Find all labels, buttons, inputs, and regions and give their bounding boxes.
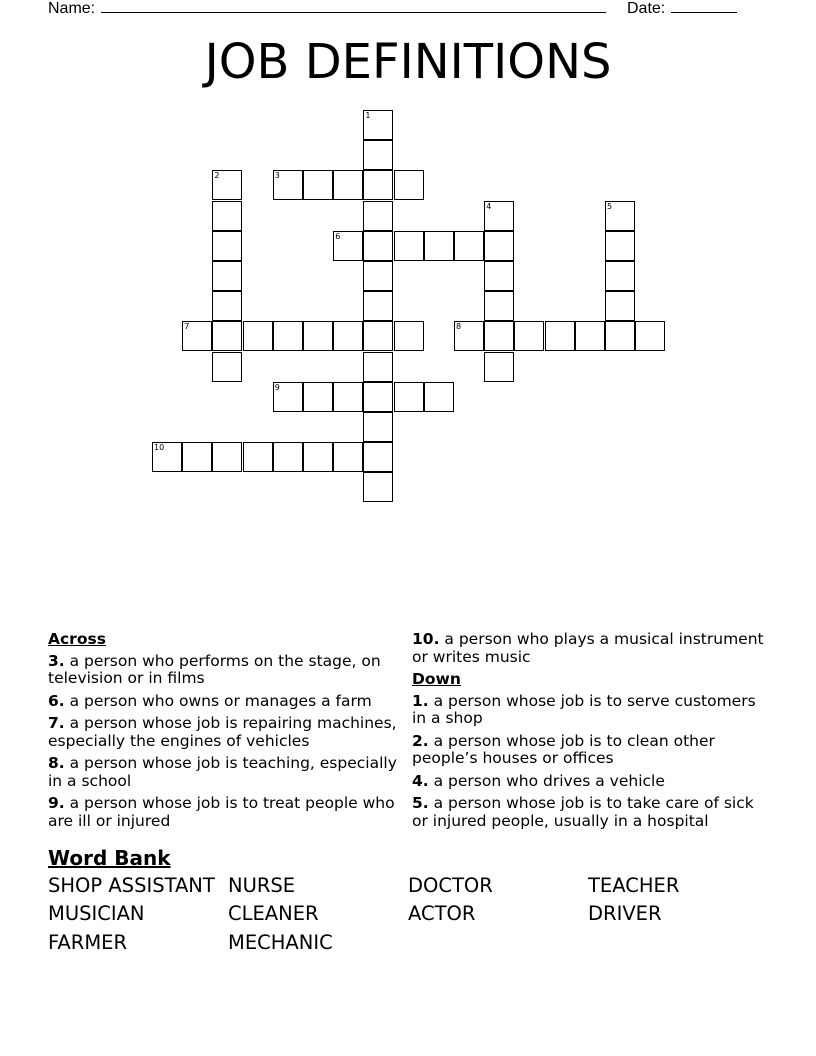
name-label: Name: bbox=[48, 0, 96, 17]
grid-cell[interactable] bbox=[484, 201, 514, 231]
grid-cell[interactable] bbox=[484, 261, 514, 291]
clue-number-label: 3. bbox=[48, 651, 65, 670]
grid-cell[interactable] bbox=[363, 110, 393, 140]
grid-cell[interactable] bbox=[273, 170, 303, 200]
word-bank-item: DRIVER bbox=[588, 902, 662, 925]
grid-cell[interactable] bbox=[273, 442, 303, 472]
grid-cell[interactable] bbox=[363, 291, 393, 321]
grid-cell[interactable] bbox=[182, 442, 212, 472]
grid-cell[interactable] bbox=[212, 170, 242, 200]
grid-cell[interactable] bbox=[212, 201, 242, 231]
crossword-grid bbox=[0, 0, 816, 520]
grid-cell[interactable] bbox=[484, 231, 514, 261]
clue-text: a person whose job is teaching, especially in a school bbox=[48, 754, 397, 790]
clue-item bbox=[48, 715, 408, 750]
grid-cell[interactable] bbox=[182, 321, 212, 351]
page-title: JOB DEFINITIONS bbox=[204, 34, 612, 90]
clue-item bbox=[412, 773, 772, 791]
grid-cell[interactable] bbox=[575, 321, 605, 351]
grid-cell[interactable] bbox=[545, 321, 575, 351]
clue-number: 4 bbox=[486, 201, 492, 211]
grid-cell[interactable] bbox=[605, 321, 635, 351]
clue-text: a person whose job is repairing machines, especially the engines of vehicles bbox=[48, 714, 397, 750]
word-bank-item: TEACHER bbox=[588, 874, 680, 897]
word-bank-heading: Word Bank bbox=[48, 846, 171, 870]
grid-cell[interactable] bbox=[605, 201, 635, 231]
word-bank-item: DOCTOR bbox=[408, 874, 493, 897]
grid-cell[interactable] bbox=[363, 472, 393, 502]
grid-cell[interactable] bbox=[363, 140, 393, 170]
grid-cell[interactable] bbox=[303, 170, 333, 200]
across-clue-list bbox=[48, 653, 408, 831]
grid-cell[interactable] bbox=[605, 231, 635, 261]
grid-cell[interactable] bbox=[243, 321, 273, 351]
clue-number-label: 2. bbox=[412, 731, 429, 750]
clue-item bbox=[412, 795, 772, 830]
grid-cell[interactable] bbox=[394, 231, 424, 261]
grid-cell[interactable] bbox=[424, 382, 454, 412]
clue-text: a person who plays a musical instrument or writes music bbox=[412, 630, 764, 666]
clue-number-label: 6. bbox=[48, 691, 65, 710]
word-bank-item: CLEANER bbox=[228, 902, 319, 925]
grid-cell[interactable] bbox=[212, 321, 242, 351]
grid-cell[interactable] bbox=[212, 261, 242, 291]
word-bank-item: FARMER bbox=[48, 931, 128, 954]
grid-cell[interactable] bbox=[363, 442, 393, 472]
clue-number: 1 bbox=[365, 111, 371, 120]
clues-left-column bbox=[48, 631, 408, 835]
grid-cell[interactable] bbox=[212, 352, 242, 382]
word-bank-item: SHOP ASSISTANT bbox=[48, 874, 215, 897]
grid-cell[interactable] bbox=[333, 442, 363, 472]
word-bank-item: ACTOR bbox=[408, 902, 476, 925]
grid-cell[interactable] bbox=[424, 231, 454, 261]
grid-cell[interactable] bbox=[273, 382, 303, 412]
clue-number-label: 10. bbox=[412, 630, 440, 648]
clue-text: a person who owns or manages a farm bbox=[69, 691, 372, 710]
grid-cell[interactable] bbox=[363, 412, 393, 442]
grid-cell[interactable] bbox=[303, 382, 333, 412]
grid-cell[interactable] bbox=[363, 170, 393, 200]
clue-number: 8 bbox=[456, 322, 462, 332]
grid-cell[interactable] bbox=[363, 352, 393, 382]
grid-cell[interactable] bbox=[484, 291, 514, 321]
grid-cell[interactable] bbox=[273, 321, 303, 351]
grid-cell[interactable] bbox=[514, 321, 544, 351]
grid-cell[interactable] bbox=[454, 321, 484, 351]
grid-cell[interactable] bbox=[484, 321, 514, 351]
clue-item bbox=[48, 653, 408, 688]
clue-text: a person whose job is to treat people who are ill or injured bbox=[48, 794, 395, 830]
grid-cell[interactable] bbox=[363, 231, 393, 261]
word-bank-item: NURSE bbox=[228, 874, 296, 897]
clue-number: 6 bbox=[335, 231, 341, 241]
grid-cell[interactable] bbox=[243, 442, 273, 472]
across-heading: Across bbox=[48, 630, 106, 648]
grid-cell[interactable] bbox=[394, 382, 424, 412]
grid-cell[interactable] bbox=[333, 170, 363, 200]
clue-item bbox=[48, 693, 408, 711]
clue-item bbox=[412, 631, 772, 666]
across-clue-list-continued bbox=[412, 631, 772, 666]
clue-item bbox=[48, 755, 408, 790]
word-bank-item: MECHANIC bbox=[228, 931, 333, 954]
grid-cell[interactable] bbox=[303, 442, 333, 472]
clue-text: a person whose job is to clean other people’s houses or offices bbox=[412, 731, 715, 767]
clue-number-label: 8. bbox=[48, 754, 65, 772]
grid-cell[interactable] bbox=[484, 352, 514, 382]
grid-cell[interactable] bbox=[635, 321, 665, 351]
grid-cell[interactable] bbox=[333, 231, 363, 261]
grid-cell[interactable] bbox=[212, 231, 242, 261]
word-bank-item: MUSICIAN bbox=[48, 902, 145, 925]
clue-number-label: 5. bbox=[412, 794, 429, 812]
clue-number: 7 bbox=[184, 322, 190, 332]
grid-cell[interactable] bbox=[212, 442, 242, 472]
grid-cell[interactable] bbox=[333, 321, 363, 351]
clues-right-column bbox=[412, 631, 772, 835]
clue-item bbox=[412, 733, 772, 768]
clue-number: 10 bbox=[154, 443, 165, 453]
clue-number-label: 7. bbox=[48, 714, 65, 732]
clue-number-label: 9. bbox=[48, 794, 65, 812]
clue-text: a person whose job is to serve customers in a shop bbox=[412, 691, 756, 727]
grid-cell[interactable] bbox=[152, 442, 182, 472]
grid-cell[interactable] bbox=[394, 321, 424, 351]
clue-number-label: 4. bbox=[412, 771, 429, 790]
grid-cell[interactable] bbox=[363, 201, 393, 231]
grid-cell[interactable] bbox=[363, 321, 393, 351]
clue-number: 2 bbox=[214, 171, 220, 181]
clue-text: a person whose job is to take care of sick or injured people, usually in a hospital bbox=[412, 794, 754, 830]
grid-cell[interactable] bbox=[605, 291, 635, 321]
grid-cell[interactable] bbox=[363, 382, 393, 412]
clue-number: 5 bbox=[607, 201, 613, 211]
clue-number: 9 bbox=[274, 382, 280, 392]
grid-cell[interactable] bbox=[212, 291, 242, 321]
grid-cell[interactable] bbox=[333, 382, 363, 412]
clue-text: a person who performs on the stage, on television or in films bbox=[48, 651, 381, 687]
grid-cell[interactable] bbox=[605, 261, 635, 291]
date-label: Date: bbox=[627, 0, 666, 17]
down-clue-list bbox=[412, 693, 772, 831]
clue-number-label: 1. bbox=[412, 691, 429, 710]
clue-item bbox=[412, 693, 772, 728]
grid-cell[interactable] bbox=[394, 170, 424, 200]
grid-cell[interactable] bbox=[303, 321, 333, 351]
grid-cell[interactable] bbox=[363, 261, 393, 291]
grid-cell[interactable] bbox=[454, 231, 484, 261]
down-heading: Down bbox=[412, 670, 461, 688]
clue-number: 3 bbox=[274, 171, 280, 181]
clue-text: a person who drives a vehicle bbox=[433, 771, 665, 790]
clue-item bbox=[48, 795, 408, 830]
